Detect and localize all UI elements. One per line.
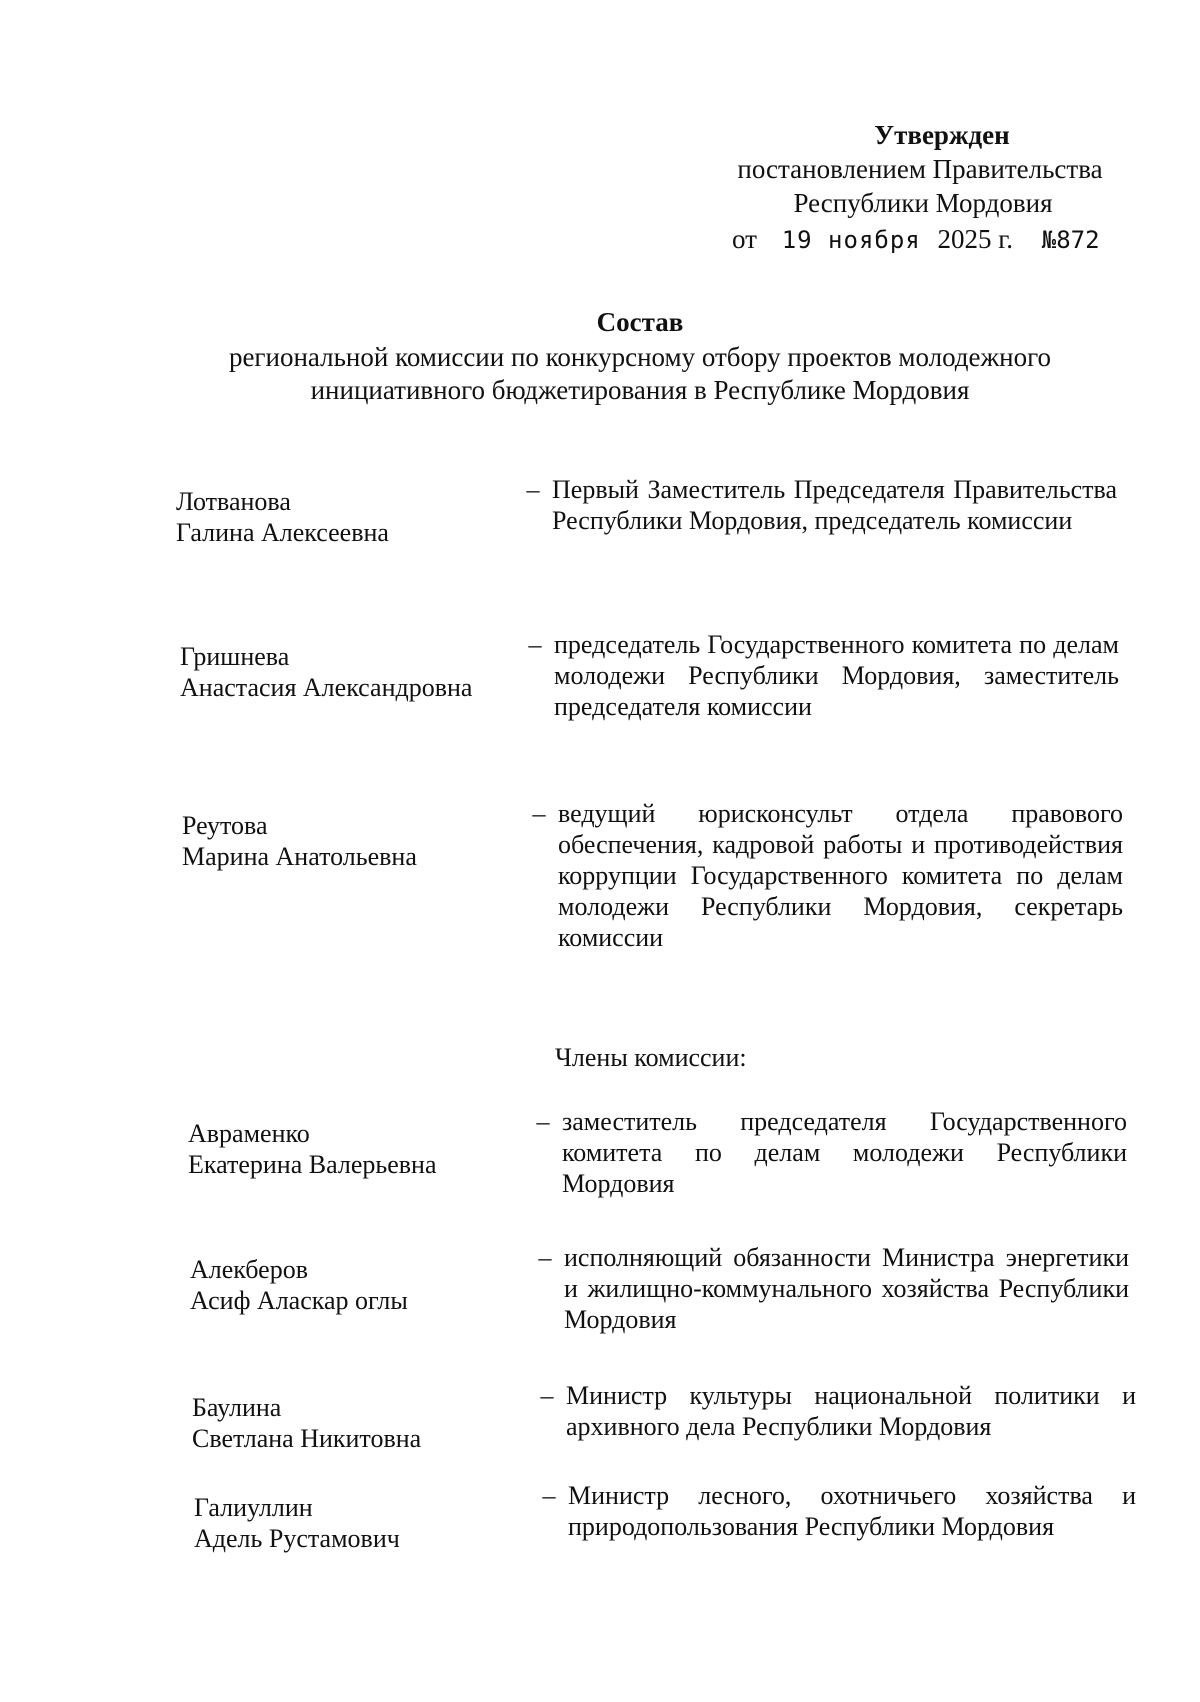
date-stamp: 19 ноября — [781, 226, 921, 254]
member-surname: Лотванова — [176, 487, 291, 516]
member-position: исполняющий обязанности Министра энергетики и жилищно-коммунального хозяйства Республики Мордовия — [564, 1243, 1129, 1334]
approval-line-republic: Республики Мордовия — [793, 188, 1053, 218]
dash-separator: – — [532, 799, 546, 828]
heading-line-1: региональной комиссии по конкурсному отбору проектов молодежного — [228, 342, 1052, 372]
member-given-name: Анастасия Александровна — [180, 673, 473, 702]
member-position: заместитель председателя Государственного комитета по делам молодежи Республики Мордовия — [562, 1107, 1127, 1198]
members-section-label: Члены комиссии: — [555, 1043, 747, 1072]
member-name — [176, 486, 506, 548]
member-given-name: Адель Рустамович — [194, 1524, 400, 1553]
heading-title: Состав — [596, 307, 684, 337]
member-surname: Гришнева — [180, 642, 290, 671]
member-name — [188, 1118, 518, 1180]
member-name — [190, 1254, 520, 1316]
member-given-name: Светлана Никитовна — [192, 1424, 422, 1453]
dash-separator: – — [540, 1381, 554, 1410]
member-name — [192, 1392, 522, 1454]
dash-separator: – — [542, 1481, 556, 1510]
approval-line-resolution: постановлением Правительства — [737, 154, 1103, 184]
member-name — [182, 810, 512, 872]
document-number: №872 — [1041, 226, 1100, 254]
member-position: ведущий юрисконсульт отдела правового обеспечения, кадровой работы и противодействия коррупции Государственного комитета по делам молодежи Республики Мордовия, секретарь комиссии — [558, 799, 1123, 952]
member-name — [194, 1492, 524, 1554]
member-position: председатель Государственного комитета по делам молодежи Республики Мордовия, заместитель председателя комиссии — [554, 630, 1119, 721]
member-surname: Реутова — [182, 811, 268, 840]
member-given-name: Галина Алексеевна — [176, 518, 389, 547]
dash-separator: – — [538, 1243, 552, 1272]
dash-separator: – — [536, 1107, 550, 1136]
member-surname: Авраменко — [188, 1119, 310, 1148]
member-position: Министр культуры национальной политики и архивного дела Республики Мордовия — [566, 1381, 1136, 1441]
member-position: Министр лесного, охотничьего хозяйства и природопользования Республики Мордовия — [568, 1481, 1136, 1541]
member-surname: Баулина — [192, 1393, 282, 1422]
member-given-name: Марина Анатольевна — [182, 842, 417, 871]
date-prefix: от — [732, 224, 757, 254]
approval-date-row — [700, 222, 1140, 257]
dash-separator: – — [526, 475, 540, 504]
member-given-name: Асиф Аласкар оглы — [190, 1286, 408, 1315]
member-given-name: Екатерина Валерьевна — [188, 1150, 437, 1179]
approval-title: Утвержден — [874, 120, 1010, 150]
heading-line-2: инициативного бюджетирования в Республике Мордовия — [310, 375, 970, 405]
document-heading — [150, 306, 1130, 407]
member-position: Первый Заместитель Председателя Правительства Республики Мордовия, председатель комиссии — [552, 475, 1117, 535]
member-surname: Алекберов — [190, 1255, 308, 1284]
dash-separator: – — [528, 630, 542, 659]
approval-block — [700, 118, 1140, 257]
member-name — [180, 641, 510, 703]
date-year: 2025 г. — [937, 224, 1014, 254]
member-surname: Галиуллин — [194, 1493, 313, 1522]
